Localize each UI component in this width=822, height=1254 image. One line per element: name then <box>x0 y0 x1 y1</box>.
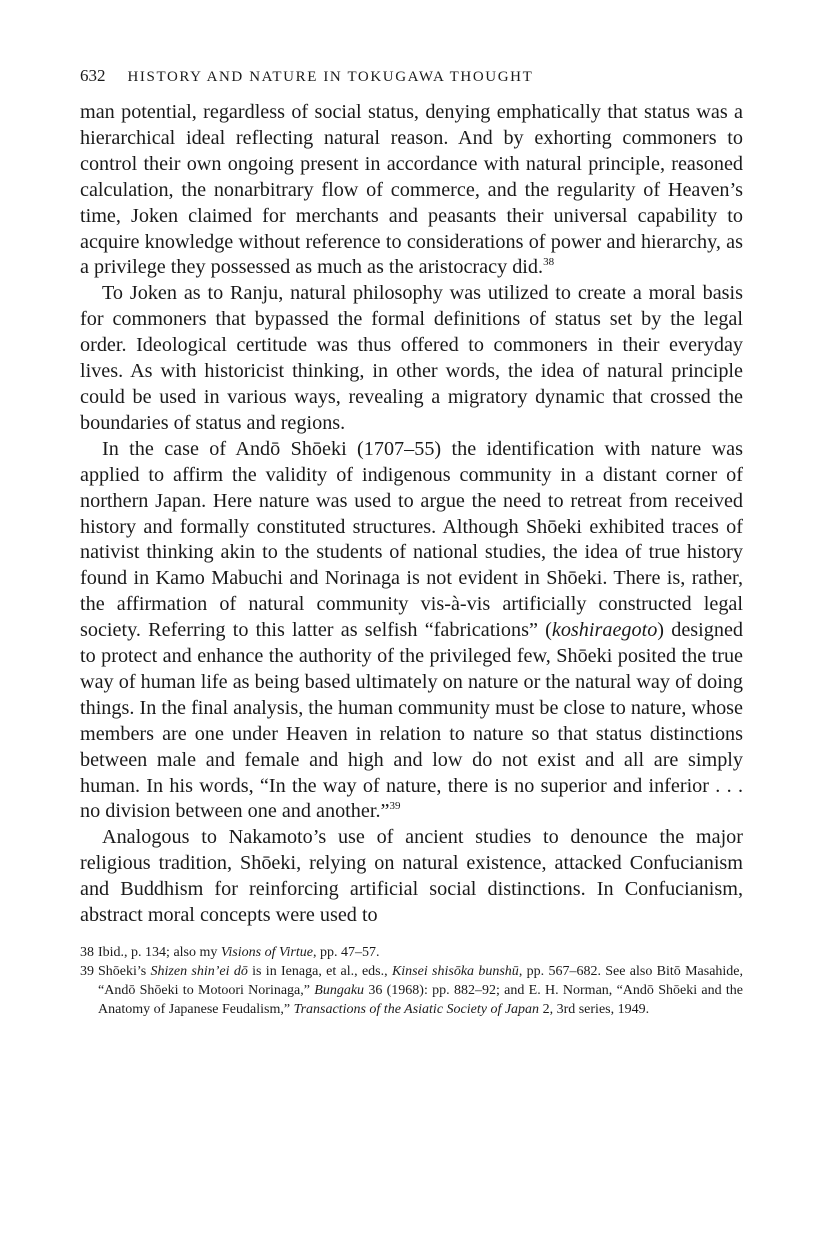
footnote-title: Transactions of the Asiatic Society of Japan <box>293 1002 540 1017</box>
paragraph-text: Analogous to Nakamoto’s use of ancient studies to denounce the major religious tradition, Shōeki, relying on natural existence, attacked Confucianism and Buddhism for reinforcing artificial social distinctions. In Confucianism, abstract moral concepts were used to <box>80 826 743 927</box>
paragraph <box>80 825 743 929</box>
footnote-text: 2, 3rd series, 1949. <box>539 1002 650 1017</box>
paragraph-text: In the case of Andō Shōeki (1707–55) the identification with nature was applied to affirm the validity of indigenous community in a distant corner of northern Japan. Here nature was used to argue the need to retreat from received history and formally constituted structures. Although Shōeki exhibited traces of nativist thinking akin to the students of national studies, the idea of true history found in Kamo Mabuchi and Norinaga is not evident in Shōeki. There is, rather, the affirmation of natural community vis-à-vis artificially constructed legal society. Referring to this latter as selfish “fabrications” ( <box>80 437 743 642</box>
footnote <box>80 962 743 1019</box>
paragraph <box>80 100 743 281</box>
footnote-text: , pp. 47–57. <box>312 945 380 960</box>
footnote-text: Ibid., p. 134; also my <box>98 945 221 960</box>
footnote-text: , pp. 567–682. See also Bitō Masahide, “Andō Shōeki to Motoori Norinaga,” <box>98 964 744 998</box>
paragraph-text: man potential, regardless of social status, denying emphatically that status was a hierarchical ideal reflecting natural reason. And by exhorting commoners to control their own ongoing present in accordance with natural principle, reasoned calculation, the nonarbitrary flow of commerce, and the regularity of Heaven’s time, Joken claimed for merchants and peasants their universal capability to acquire knowledge without reference to considerations of power and hierarchy, as a privilege they possessed as much as the aristocracy did. <box>80 101 743 279</box>
footnotes <box>80 943 743 1019</box>
footnote-number: 39 <box>80 964 94 979</box>
footnote-title: Shizen shin’ei dō <box>150 964 248 979</box>
footnote-title: Kinsei shisōka bunshū <box>391 964 519 979</box>
page-number: 632 <box>80 66 106 85</box>
footnote-text: is in Ienaga, et al., eds., <box>247 964 392 979</box>
paragraph-text: ) designed to protect and enhance the authority of the privileged few, Shōeki posited the true way of human life as being based ultimately on nature or the natural way of doing things. In the final analysis, the human community must be close to nature, whose members are one under Heaven in relation to nature so that status distinctions between male and female and high and low do not exist and all are simply human. In his words, “In the way of nature, there is no superior and inferior . . . no division between one and another.” <box>80 619 744 823</box>
running-head <box>80 66 743 100</box>
italic-term: koshiraegoto <box>551 619 658 642</box>
paragraph-text: To Joken as to Ranju, natural philosophy was utilized to create a moral basis for commoners that bypassed the formal definitions of status set by the legal order. Ideological certitude was thus offered to commoners in their everyday lives. As with historicist thinking, in other words, the idea of natural principle could be used in various ways, revealing a migratory dynamic that crossed the boundaries of status and regions. <box>80 282 743 434</box>
running-title: HISTORY AND NATURE IN TOKUGAWA THOUGHT <box>127 69 534 85</box>
footnote-text: Shōeki’s <box>98 964 151 979</box>
footnote <box>80 943 743 962</box>
footnote-title: Visions of Virtue <box>220 945 313 960</box>
footnote-title: Bungaku <box>314 983 365 998</box>
paragraph <box>80 437 743 826</box>
footnote-text: 36 (1968): pp. 882–92; and E. H. Norman, “Andō Shōeki and the Anatomy of Japanese Feudalism,” <box>98 983 743 1017</box>
book-page <box>80 66 743 1019</box>
footnote-ref: 38 <box>543 256 555 269</box>
body-text <box>80 100 743 929</box>
paragraph <box>80 281 743 436</box>
footnote-number: 38 <box>80 945 94 960</box>
footnote-ref: 39 <box>389 800 401 813</box>
